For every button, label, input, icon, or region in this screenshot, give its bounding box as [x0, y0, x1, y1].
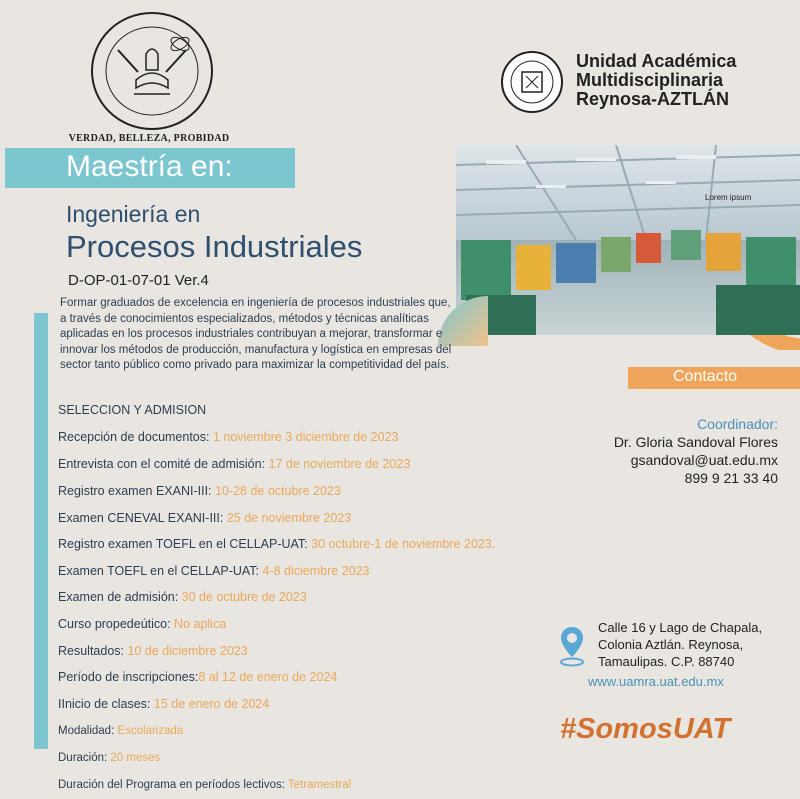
location-pin-icon [558, 625, 586, 667]
admission-row [58, 590, 307, 604]
row-label: Duración: [58, 752, 108, 764]
admission-row [58, 752, 160, 764]
row-value: 25 de noviembre 2023 [223, 511, 352, 525]
admission-row [58, 457, 410, 471]
address-line: Calle 16 y Lago de Chapala, [598, 620, 763, 635]
admission-row [58, 670, 337, 684]
coordinator-email[interactable]: gsandoval@uat.edu.mx [630, 452, 778, 468]
admission-row [58, 484, 341, 498]
row-label: Modalidad: [58, 725, 115, 737]
admission-row [58, 725, 183, 737]
program-description: Formar graduados de excelencia en ingeniería de procesos industriales que, a través de conocimientos especializados, métodos y técnicas analíticas aplicadas en los procesos industriales contribuyan a mejorar, transformar e innovar los métodos de producción, manufactura y logística en empresas del sector tanto público como privado para maximizar la competitividad del país. [60, 297, 452, 371]
admission-row [58, 537, 495, 551]
admission-row [58, 617, 226, 631]
row-value: 10-28 de octubre 2023 [211, 484, 341, 498]
row-label: Examen TOEFL en el CELLAP-UAT: [58, 564, 260, 578]
row-value: 10 de diciembre 2023 [124, 644, 248, 658]
contact-heading: Contacto [673, 368, 738, 385]
row-value: No aplica [170, 617, 227, 631]
unit-name-line: Reynosa-AZTLÁN [576, 89, 730, 109]
unit-name-line: Unidad Académica [576, 51, 737, 71]
row-label: Curso propedeútico: [58, 617, 171, 631]
factory-photo [456, 145, 800, 335]
program-name-line1: Ingeniería en [66, 201, 201, 227]
row-label: Registro examen TOEFL en el CELLAP-UAT: [58, 537, 308, 551]
row-label: IInicio de clases: [58, 697, 151, 711]
program-type-title: Maestría en: [66, 150, 233, 183]
admission-row [58, 511, 351, 525]
row-value: 4-8 diciembre 2023 [259, 564, 370, 578]
row-label: Examen de admisión: [58, 590, 179, 604]
row-label: Examen CENEVAL EXANI-III: [58, 511, 224, 525]
coordinator-phone: 899 9 21 33 40 [684, 470, 778, 486]
admission-row [58, 644, 248, 658]
row-label: Entrevista con el comité de admisión: [58, 457, 266, 471]
university-seal-logo [88, 10, 216, 132]
row-label: Registro examen EXANI-III: [58, 484, 212, 498]
row-value: 30 de octubre de 2023 [178, 590, 307, 604]
admission-row [58, 779, 351, 791]
row-value: Tetramestral [284, 779, 352, 791]
admission-row [58, 564, 370, 578]
photo-caption: Lorem ipsum [705, 193, 752, 202]
row-label: Resultados: [58, 644, 125, 658]
coordinator-role: Coordinador: [697, 416, 778, 432]
row-value: Escolarizada [114, 725, 184, 737]
website-link[interactable]: www.uamra.uat.edu.mx [588, 674, 724, 689]
row-label: Período de inscripciones: [58, 670, 199, 684]
row-label: Duración del Programa en períodos lectivos: [58, 779, 285, 791]
address-line: Colonia Aztlán. Reynosa, [598, 637, 744, 652]
program-name-line2: Procesos Industriales [66, 229, 363, 264]
unit-name [576, 52, 796, 109]
row-value: 8 al 12 de enero de 2024 [198, 670, 338, 684]
row-value: 20 meses [107, 752, 161, 764]
admission-row [58, 697, 269, 711]
university-motto: VERDAD, BELLEZA, PROBIDAD [68, 133, 230, 144]
admissions-title: SELECCION Y ADMISION [58, 403, 207, 417]
row-value: 15 de enero de 2024 [150, 697, 270, 711]
row-value: 1 noviembre 3 diciembre de 2023 [209, 430, 399, 444]
left-accent-bar [34, 313, 48, 749]
coordinator-name: Dr. Gloria Sandoval Flores [613, 434, 778, 450]
row-value: 17 de noviembre de 2023 [265, 457, 411, 471]
row-value: 30 octubre-1 de noviembre 2023. [307, 537, 496, 551]
unit-name-line: Multidisciplinaria [576, 70, 724, 90]
row-label: Recepción de documentos: [58, 430, 210, 444]
unit-seal-logo [500, 50, 564, 114]
address-line: Tamaulipas. C.P. 88740 [598, 654, 735, 669]
hashtag: #SomosUAT [560, 713, 731, 745]
document-code: D-OP-01-07-01 Ver.4 [68, 272, 209, 289]
admission-row [58, 430, 399, 444]
